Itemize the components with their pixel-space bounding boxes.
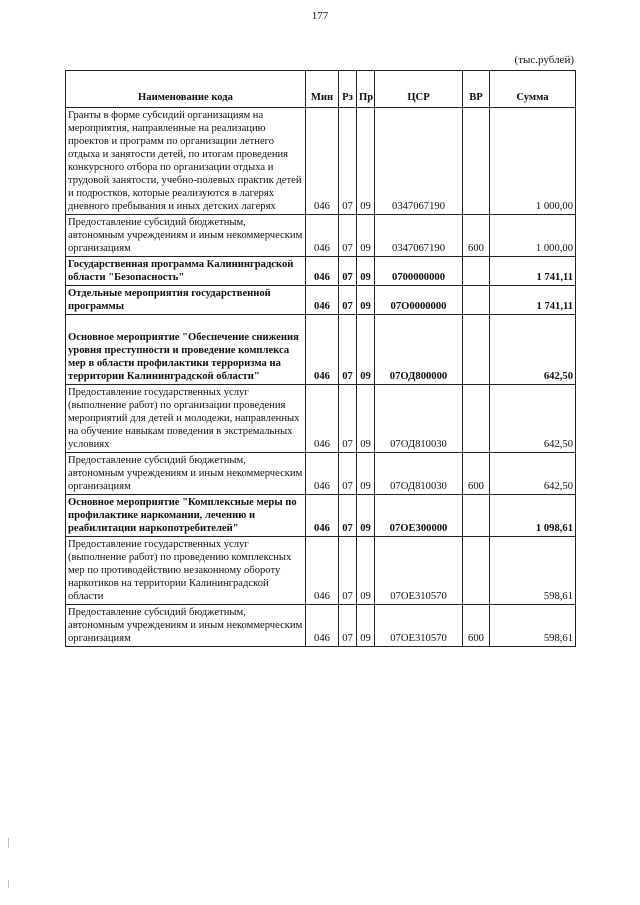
row-csr: 0700000000 <box>375 257 463 286</box>
row-rz: 07 <box>339 257 357 286</box>
row-csr: 07ОЕ310570 <box>375 605 463 647</box>
row-min: 046 <box>306 605 339 647</box>
row-pr: 09 <box>357 315 375 385</box>
row-rz: 07 <box>339 286 357 315</box>
row-name: Государственная программа Калининградской области "Безопасность" <box>66 257 306 286</box>
row-csr: 07ОЕ300000 <box>375 495 463 537</box>
table-row <box>66 108 576 215</box>
header-csr: ЦСР <box>375 71 463 108</box>
row-vr: 600 <box>463 605 490 647</box>
header-name: Наименование кода <box>66 71 306 108</box>
row-min: 046 <box>306 537 339 605</box>
row-rz: 07 <box>339 215 357 257</box>
row-name: Отдельные мероприятия государственной программы <box>66 286 306 315</box>
header-pr: Пр <box>357 71 375 108</box>
row-vr <box>463 385 490 453</box>
header-rz: Рз <box>339 71 357 108</box>
row-rz: 07 <box>339 495 357 537</box>
scan-margin-mark <box>8 838 9 848</box>
row-min: 046 <box>306 215 339 257</box>
header-sum: Сумма <box>490 71 576 108</box>
row-name: Основное мероприятие "Обеспечение снижения уровня преступности и проведение комплекса мер в области профилактики терроризма на территории Калининградской области" <box>66 315 306 385</box>
row-csr: 0347067190 <box>375 215 463 257</box>
row-name: Предоставление государственных услуг (выполнение работ) по проведению комплексных мер по противодействию незаконному обороту наркотиков на территории Калининградской области <box>66 537 306 605</box>
row-csr: 0347067190 <box>375 108 463 215</box>
row-sum: 1 741,11 <box>490 257 576 286</box>
row-pr: 09 <box>357 605 375 647</box>
row-pr: 09 <box>357 495 375 537</box>
row-pr: 09 <box>357 385 375 453</box>
table-row-measure <box>66 495 576 537</box>
table-header-row <box>66 71 576 108</box>
row-min: 046 <box>306 385 339 453</box>
table-row-program <box>66 257 576 286</box>
units-label: (тыс.рублей) <box>514 54 574 66</box>
row-vr <box>463 315 490 385</box>
row-vr <box>463 537 490 605</box>
row-vr <box>463 495 490 537</box>
table-row <box>66 385 576 453</box>
row-min: 046 <box>306 286 339 315</box>
row-sum: 1 000,00 <box>490 215 576 257</box>
row-rz: 07 <box>339 453 357 495</box>
row-name: Гранты в форме субсидий организациям на мероприятия, направленные на реализацию проектов и программ по организации летнего отдыха и занятости детей, по итогам проведения конкурсного отбора по организации отдыха и трудовой занятости, учебно-полевых практик детей и подростков, которые реализуются в лагерях дневного пребывания и иных детских лагерях <box>66 108 306 215</box>
row-pr: 09 <box>357 215 375 257</box>
row-vr <box>463 257 490 286</box>
row-min: 046 <box>306 495 339 537</box>
row-min: 046 <box>306 257 339 286</box>
budget-table <box>65 70 576 647</box>
row-sum: 642,50 <box>490 453 576 495</box>
table-row <box>66 605 576 647</box>
row-pr: 09 <box>357 286 375 315</box>
row-csr: 07ОД800000 <box>375 315 463 385</box>
header-vr: ВР <box>463 71 490 108</box>
row-csr: 07ОЕ310570 <box>375 537 463 605</box>
row-name: Предоставление государственных услуг (выполнение работ) по организации проведения мероприятий для детей и молодежи, направленных на обучение навыкам поведения в экстремальных условиях <box>66 385 306 453</box>
row-name: Предоставление субсидий бюджетным, автономным учреждениям и иным некоммерческим организациям <box>66 605 306 647</box>
row-csr: 07ОД810030 <box>375 385 463 453</box>
row-rz: 07 <box>339 537 357 605</box>
row-sum: 1 741,11 <box>490 286 576 315</box>
row-rz: 07 <box>339 315 357 385</box>
row-name: Предоставление субсидий бюджетным, автономным учреждениям и иным некоммерческим организациям <box>66 453 306 495</box>
scan-margin-mark <box>8 880 9 888</box>
row-vr: 600 <box>463 453 490 495</box>
row-sum: 642,50 <box>490 385 576 453</box>
row-name: Предоставление субсидий бюджетным, автономным учреждениям и иным некоммерческим организациям <box>66 215 306 257</box>
row-rz: 07 <box>339 605 357 647</box>
row-sum: 598,61 <box>490 605 576 647</box>
table-row <box>66 215 576 257</box>
row-sum: 1 098,61 <box>490 495 576 537</box>
row-vr <box>463 108 490 215</box>
table-row <box>66 537 576 605</box>
row-vr <box>463 286 490 315</box>
row-csr: 07ОД810030 <box>375 453 463 495</box>
table-row-subprogram <box>66 286 576 315</box>
row-csr: 07О0000000 <box>375 286 463 315</box>
row-sum: 598,61 <box>490 537 576 605</box>
row-name: Основное мероприятие "Комплексные меры по профилактике наркомании, лечению и реабилитации наркопотребителей" <box>66 495 306 537</box>
row-min: 046 <box>306 453 339 495</box>
header-min: Мин <box>306 71 339 108</box>
row-pr: 09 <box>357 108 375 215</box>
row-vr: 600 <box>463 215 490 257</box>
page-number: 177 <box>311 10 329 22</box>
row-pr: 09 <box>357 453 375 495</box>
table-row <box>66 453 576 495</box>
row-min: 046 <box>306 108 339 215</box>
row-sum: 642,50 <box>490 315 576 385</box>
row-pr: 09 <box>357 257 375 286</box>
row-rz: 07 <box>339 108 357 215</box>
row-pr: 09 <box>357 537 375 605</box>
row-min: 046 <box>306 315 339 385</box>
table-row-measure <box>66 315 576 385</box>
row-rz: 07 <box>339 385 357 453</box>
row-sum: 1 000,00 <box>490 108 576 215</box>
